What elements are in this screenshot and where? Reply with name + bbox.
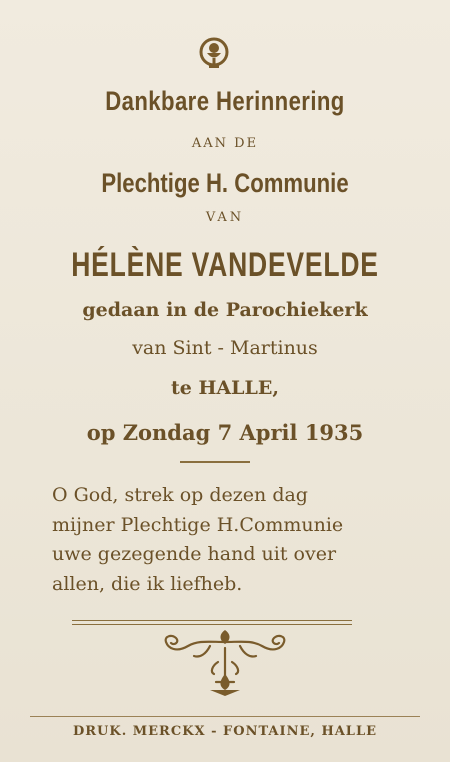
prayer-text xyxy=(52,481,412,599)
line-sint-martinus: van Sint - Martinus xyxy=(132,337,318,359)
prayer-line: uwe gezegende hand uit over xyxy=(52,543,337,565)
communion-date: op Zondag 7 April 1935 xyxy=(86,420,364,445)
line-van: VAN xyxy=(205,210,245,225)
communicant-name: HÉLÈNE VANDEVELDE xyxy=(71,246,379,284)
floral-scroll-ornament-icon xyxy=(150,628,300,698)
card-subtitle: Plechtige H. Communie xyxy=(101,168,349,198)
ornament-rule-bottom xyxy=(72,624,352,625)
line-aan-de: AAN DE xyxy=(191,136,259,151)
short-divider xyxy=(180,461,250,463)
footer-divider xyxy=(30,716,420,717)
line-gedaan: gedaan in de Parochiekerk xyxy=(82,299,368,321)
card-title: Dankbare Herinnering xyxy=(105,86,345,116)
prayer-line: allen, die ik liefheb. xyxy=(52,572,243,595)
ornament-rule-top xyxy=(72,620,352,621)
line-halle: te HALLE, xyxy=(171,377,279,399)
prayer-line: mijner Plechtige H.Communie xyxy=(52,513,344,536)
printer-imprint: DRUK. MERCKX - FONTAINE, HALLE xyxy=(72,724,377,739)
eucharist-emblem-icon xyxy=(197,36,231,70)
prayer-line: O God, strek op dezen dag xyxy=(52,484,308,506)
